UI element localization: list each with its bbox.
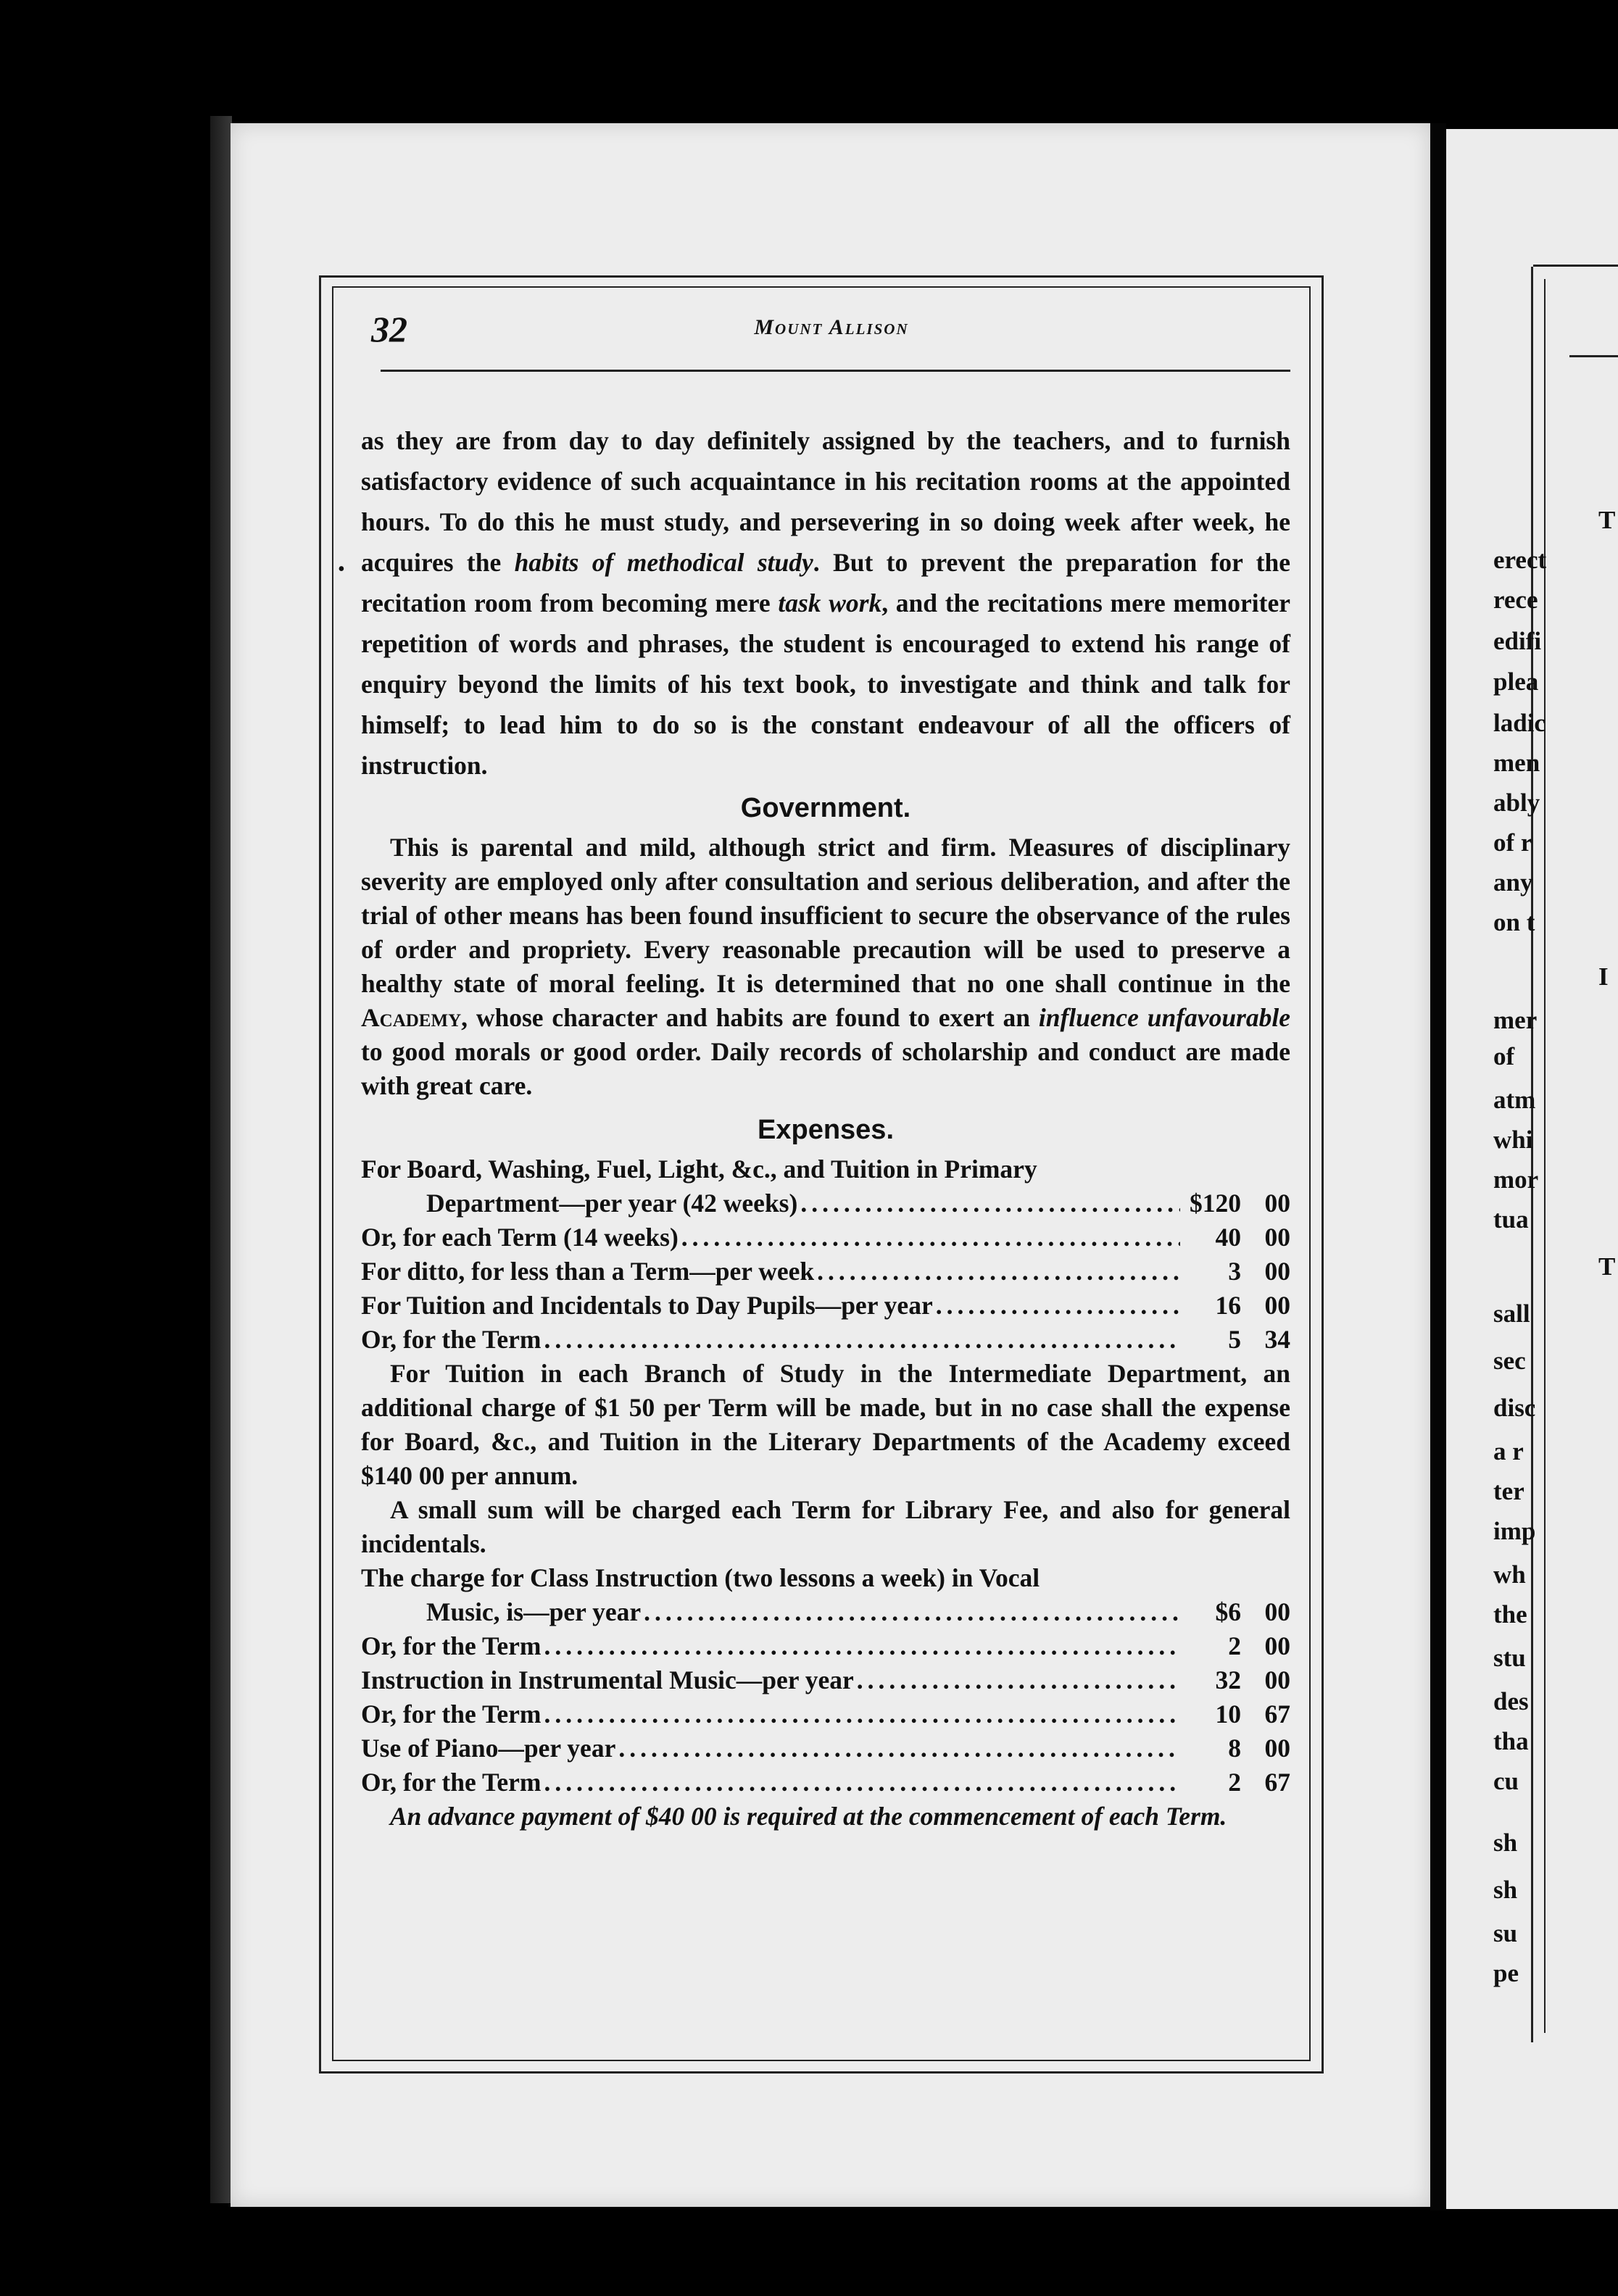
fee-row [361, 1323, 1290, 1357]
leader-dots [644, 1595, 1180, 1629]
facing-page-fragment: I [1598, 962, 1609, 991]
advance-payment-note: An advance payment of $40 00 is required at the commencement of each Term. [390, 1802, 1227, 1831]
facing-page-fragment: stu [1493, 1644, 1526, 1672]
fee-cents: 00 [1264, 1223, 1290, 1252]
fee-amount: 2 [1228, 1631, 1241, 1660]
facing-page-fragment: ladic [1493, 709, 1546, 737]
margin-mark-icon: • [338, 558, 345, 581]
leader-dots [544, 1323, 1180, 1357]
fee-cents: 00 [1264, 1257, 1290, 1286]
leader-dots [544, 1629, 1180, 1663]
facing-page-fragment: men [1493, 749, 1540, 777]
facing-page-fragment: pe [1493, 1959, 1519, 1987]
fee-cents: 34 [1264, 1325, 1290, 1354]
facing-page-fragment: plea [1493, 667, 1539, 696]
facing-page-fragment: disc [1493, 1394, 1536, 1422]
fee-label: Or, for the Term [361, 1700, 542, 1729]
music-intro: The charge for Class Instruction (two lessons a week) in Vocal [361, 1563, 1040, 1592]
facing-page-fragment: cu [1493, 1767, 1519, 1795]
fee-amount: $120 [1190, 1189, 1241, 1218]
fee-cents: 00 [1264, 1734, 1290, 1763]
fee-amount: 5 [1228, 1325, 1241, 1354]
facing-page-fragment: edifi [1493, 627, 1542, 655]
facing-page-fragment: any [1493, 868, 1533, 897]
fee-row [361, 1629, 1290, 1663]
government-heading: Government. [740, 793, 911, 823]
facing-page-fragment: sall [1493, 1299, 1530, 1328]
facing-page-fragment: on t [1493, 908, 1535, 936]
fee-amount: 3 [1228, 1257, 1241, 1286]
facing-page-fragment: ably [1493, 789, 1540, 817]
facing-page-header-rule [1569, 355, 1618, 357]
facing-page-fragment: T [1598, 1252, 1616, 1281]
facing-page-fragment: rece [1493, 586, 1538, 614]
facing-page-frame-top [1533, 265, 1618, 267]
fee-amount: 2 [1228, 1768, 1241, 1797]
leader-dots [936, 1289, 1180, 1323]
page-body [361, 420, 1290, 1834]
running-head: Mount Allison [754, 315, 909, 339]
facing-page-fragment: mor [1493, 1165, 1539, 1194]
fee-cents: 00 [1264, 1631, 1290, 1660]
facing-page-fragment: sh [1493, 1876, 1518, 1904]
scan-border-left [210, 116, 232, 2203]
fee-row [361, 1765, 1290, 1800]
header-rule [381, 370, 1290, 372]
facing-page-fragment: su [1493, 1919, 1518, 1947]
fee-row [361, 1289, 1290, 1323]
fee-cents: 00 [1264, 1291, 1290, 1320]
facing-page-fragment: mer [1493, 1006, 1538, 1034]
fee-cents: 00 [1264, 1597, 1290, 1626]
leader-dots [857, 1663, 1180, 1697]
fee-row [361, 1595, 1290, 1629]
fee-label: Department—per year (42 weeks) [426, 1189, 798, 1218]
fee-row [361, 1186, 1290, 1220]
fee-cents: 00 [1264, 1189, 1290, 1218]
facing-page-fragment: of [1493, 1042, 1515, 1070]
facing-page-fragment: tua [1493, 1205, 1529, 1234]
fee-label: For ditto, for less than a Term—per week [361, 1257, 815, 1286]
leader-dots [618, 1731, 1180, 1765]
facing-page-fragment: whi [1493, 1126, 1533, 1154]
facing-page-fragment: of r [1493, 828, 1532, 857]
intro-paragraph: as they are from day to day definitely assigned by the teachers, and to furnish satisfactory evidence of such acquaintance in his recitation rooms at the appointed hours. To do this he must study, and persevering in so doing week after week, he acquires the habits of methodical study. But to prevent the preparation for the recitation room from becoming mere task work, and the recitations mere memoriter repetition of words and phrases, the student is encouraged to extend his range of enquiry beyond the limits of his text book, to investigate and think and talk for himself; to lead him to do so is the constant endeavour of all the officers of instruction. [361, 426, 1290, 780]
government-paragraph: This is parental and mild, although strict and firm. Measures of disciplinary severity are employed only after consultation and serious deliberation, and after the trial of other means has been found insufficient to secure the observance of the rules of order and propriety. Every reasonable precaution will be used to preserve a healthy state of moral feeling. It is determined that no one shall continue in the Academy, whose character and habits are found to exert an influence unfavourable to good morals or good order. Daily records of scholarship and conduct are made with great care. [361, 833, 1290, 1100]
leader-dots [817, 1255, 1180, 1289]
facing-page-fragment: sec [1493, 1347, 1526, 1375]
facing-page-fragment: wh [1493, 1560, 1526, 1589]
intermediate-paragraph: For Tuition in each Branch of Study in the Intermediate Department, an additional charge of $1 50 per Term will be made, but in no case shall the expense for Board, &c., and Tuition in the Literary Departments of the Academy exceed $140 00 per annum. [361, 1359, 1290, 1490]
facing-page-fragment: erect [1493, 546, 1547, 574]
fee-label: Or, for the Term [361, 1768, 542, 1797]
fee-amount: 32 [1215, 1665, 1241, 1694]
fee-row [361, 1731, 1290, 1765]
fee-row [361, 1663, 1290, 1697]
page-header [371, 308, 1292, 359]
facing-page-fragment: imp [1493, 1517, 1536, 1545]
facing-page-fragment: T [1598, 506, 1616, 534]
fee-label: Use of Piano—per year [361, 1734, 616, 1763]
leader-dots [544, 1765, 1180, 1800]
facing-page-fragment: atm [1493, 1086, 1536, 1114]
expenses-heading: Expenses. [758, 1115, 894, 1145]
fee-amount: 10 [1215, 1700, 1241, 1729]
fee-label: Music, is—per year [426, 1597, 642, 1626]
fee-amount: 40 [1215, 1223, 1241, 1252]
library-paragraph: A small sum will be charged each Term for Library Fee, and also for general incidentals. [361, 1495, 1290, 1558]
fee-label: For Tuition and Incidentals to Day Pupils—per year [361, 1291, 933, 1320]
fee-row [361, 1697, 1290, 1731]
facing-page-fragment: a r [1493, 1437, 1524, 1465]
fee-label: Instruction in Instrumental Music—per year [361, 1665, 854, 1694]
leader-dots [544, 1697, 1180, 1731]
fee-cents: 00 [1264, 1665, 1290, 1694]
fee-label: Or, for the Term [361, 1631, 542, 1660]
facing-page-fragment: the [1493, 1600, 1527, 1629]
fee-row [361, 1255, 1290, 1289]
facing-page-fragment: tha [1493, 1727, 1529, 1755]
leader-dots [800, 1186, 1180, 1220]
fee-cents: 67 [1264, 1700, 1290, 1729]
fee-amount: 16 [1215, 1291, 1241, 1320]
fee-table-board [361, 1186, 1290, 1357]
leader-dots [681, 1220, 1180, 1255]
fee-amount: $6 [1215, 1597, 1241, 1626]
facing-page-fragment: des [1493, 1687, 1529, 1715]
board-intro: For Board, Washing, Fuel, Light, &c., and Tuition in Primary [361, 1155, 1037, 1184]
facing-page-fragment: sh [1493, 1829, 1518, 1857]
book-gutter [1430, 123, 1446, 2210]
facing-page-fragment: ter [1493, 1477, 1524, 1505]
fee-label: Or, for the Term [361, 1325, 542, 1354]
fee-row [361, 1220, 1290, 1255]
fee-label: Or, for each Term (14 weeks) [361, 1223, 679, 1252]
fee-amount: 8 [1228, 1734, 1241, 1763]
fee-cents: 67 [1264, 1768, 1290, 1797]
fee-table-music [361, 1595, 1290, 1800]
page-number: 32 [371, 309, 407, 349]
